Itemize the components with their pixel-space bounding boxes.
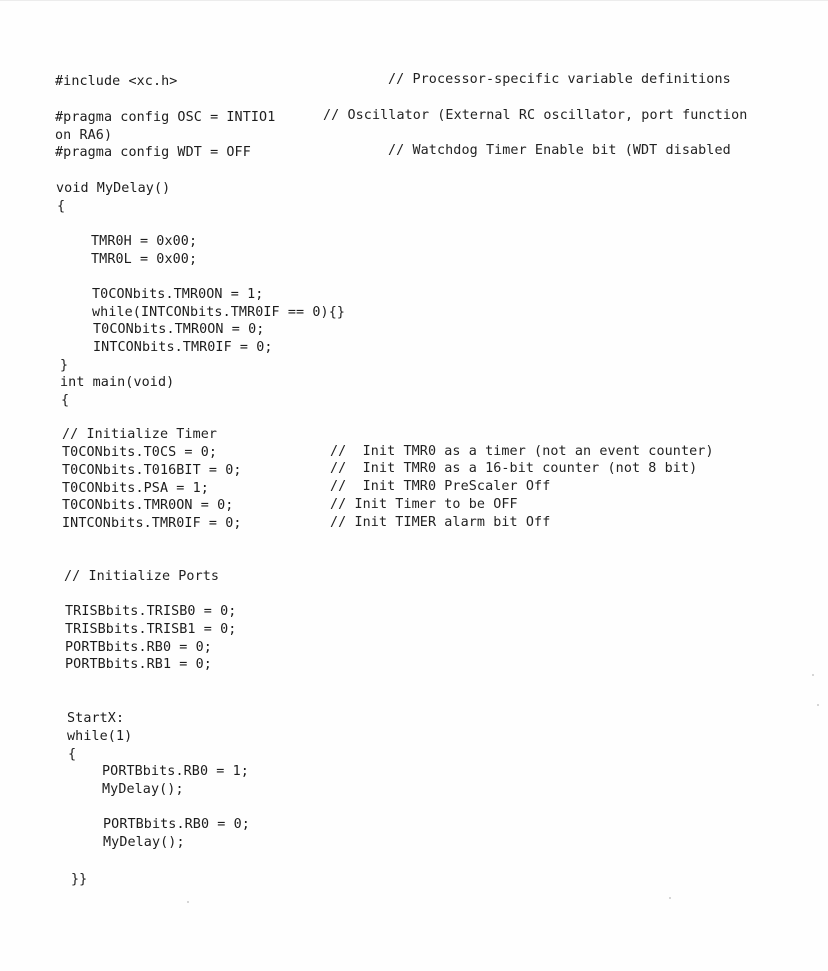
main-open-brace: { [61,393,70,408]
timer-init-comment: // Init TMR0 as a 16-bit counter (not 8 bit) [330,461,698,476]
timer-init-comment: // Init TMR0 PreScaler Off [330,479,551,494]
ports-init-statement: PORTBbits.RB1 = 0; [65,657,212,672]
timer-init-statement: T0CONbits.T0CS = 0; [62,445,218,460]
scan-speck [817,704,819,706]
scan-speck [187,901,189,903]
pragma-osc-comment: // Oscillator (External RC oscillator, port function [323,108,748,123]
ports-init-heading: // Initialize Ports [64,569,220,584]
pragma-wdt-comment: // Watchdog Timer Enable bit (WDT disabled [388,143,731,158]
timer-init-statement: T0CONbits.TMR0ON = 0; [62,498,234,513]
main-function-signature: int main(void) [60,375,175,390]
ports-init-statement: TRISBbits.TRISB1 = 0; [65,622,237,637]
loop-delay-call: MyDelay(); [103,835,185,850]
delay-function-signature: void MyDelay() [56,181,171,196]
pragma-wdt-directive: #pragma config WDT = OFF [55,145,251,160]
loop-set-high: PORTBbits.RB0 = 1; [102,764,249,779]
delay-statement: TMR0L = 0x00; [91,252,198,267]
delay-statement: T0CONbits.TMR0ON = 0; [93,322,265,337]
delay-statement: TMR0H = 0x00; [91,234,198,249]
ports-init-statement: PORTBbits.RB0 = 0; [65,640,212,655]
timer-init-comment: // Init TMR0 as a timer (not an event counter) [330,444,714,459]
loop-open-brace: { [68,747,77,762]
scan-speck [669,897,671,899]
loop-delay-call: MyDelay(); [102,782,184,797]
pragma-osc-comment-continuation: on RA6) [55,128,113,143]
delay-open-brace: { [57,199,66,214]
pragma-osc-directive: #pragma config OSC = INTIO1 [55,110,276,125]
scan-speck [812,674,814,676]
loop-set-low: PORTBbits.RB0 = 0; [103,817,250,832]
ports-init-statement: TRISBbits.TRISB0 = 0; [65,604,237,619]
delay-statement: T0CONbits.TMR0ON = 1; [92,287,264,302]
closing-braces: }} [71,872,88,887]
timer-init-comment: // Init Timer to be OFF [330,497,518,512]
delay-statement: INTCONbits.TMR0IF = 0; [93,340,273,355]
timer-init-statement: T0CONbits.PSA = 1; [62,481,209,496]
timer-init-heading: // Initialize Timer [62,427,218,442]
timer-init-statement: INTCONbits.TMR0IF = 0; [62,516,242,531]
include-comment: // Processor-specific variable definitions [388,72,731,87]
timer-init-comment: // Init TIMER alarm bit Off [330,515,551,530]
delay-close-brace: } [60,358,69,373]
timer-init-statement: T0CONbits.T016BIT = 0; [62,463,242,478]
loop-header: while(1) [67,729,133,744]
loop-label: StartX: [67,711,125,726]
delay-statement: while(INTCONbits.TMR0IF == 0){} [92,305,346,320]
include-directive: #include <xc.h> [55,74,178,89]
